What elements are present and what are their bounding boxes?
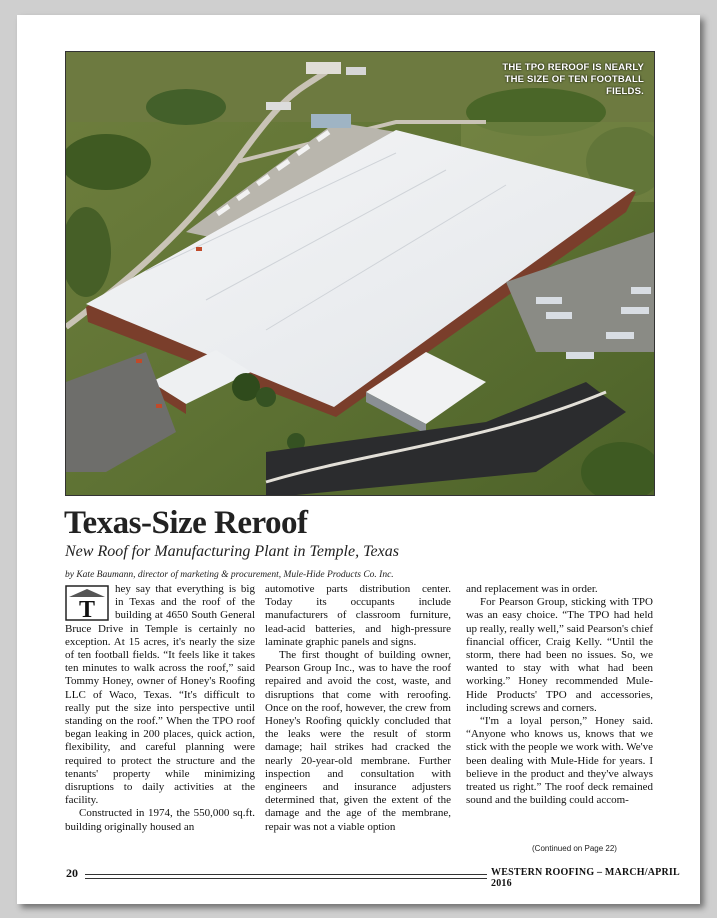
continued-note: (Continued on Page 22): [532, 844, 617, 853]
article-title: Texas-Size Reroof: [64, 505, 308, 541]
paragraph: and replacement was in order.: [466, 583, 598, 595]
text-column-3: [466, 583, 653, 807]
article-subtitle: New Roof for Manufacturing Plant in Temple, Texas: [65, 543, 399, 560]
magazine-page: [17, 15, 700, 904]
paragraph: The first thought of building owner, Pearson Group Inc., was to have the roof repaired and avoid the cost, waste, and disruptions that come with reroofing. Once on the roof, however, the crew from Honey's Roofing quickly concluded that the leaks were the result of storm damage; hail strikes had cracked the nearly 20-year-old membrane. Further inspection and consultation with engineers and insurance adjusters determined that, given the extent of the damage and the age of the membrane, repair was not a viable option: [265, 649, 451, 833]
paragraph: automotive parts distribution center. Today its occupants include manufacturers of classroom furniture, lead-acid batteries, and high-pressure laminate graphic panels and signs.: [265, 583, 451, 648]
text-column-2: [265, 583, 451, 834]
aerial-photo-illustration: [66, 52, 654, 495]
paragraph: “I'm a loyal person,” Honey said. “Anyone who knows us, knows that we stick with the people we work with. We've been dealing with Mule-Hide for years. I believe in the product and they've always treated us right.” The roof deck remained sound and the building could accom-: [466, 715, 653, 807]
page-number: 20: [66, 866, 78, 880]
dropcap-letter: [65, 585, 109, 621]
aerial-photo: [65, 51, 655, 496]
text-column-1: [65, 583, 255, 834]
paragraph: Constructed in 1974, the 550,000 sq.ft. building originally housed an: [65, 807, 255, 833]
article-byline: by Kate Baumann, director of marketing & procurement, Mule-Hide Products Co. Inc.: [65, 570, 394, 580]
footer-rule: [85, 874, 487, 879]
photo-caption: THE TPO REROOF IS NEARLY THE SIZE OF TEN FOOTBALL FIELDS.: [502, 62, 644, 97]
dropcap-text: T: [78, 597, 96, 621]
paragraph: For Pearson Group, sticking with TPO was an easy choice. “The TPO had held up really, really well,” said Pearson's chief financial officer, Craig Kelly. “Until the storm, there had been no issues. So, we wanted to stay with what had been working.” Honey recommended Mule-Hide Products' TPO and accessories, including screws and corners.: [466, 596, 653, 714]
paragraph: hey say that everything is big in Texas and the roof of the building at 4650 South General Bruce Drive in Temple is certainly no exception. At 15 acres, it's nearly the size of ten football fields. “It feels like it takes ten minutes to walk across the roof,” said Tommy Honey, owner of Honey's Roofing LLC of Waco, Texas. “It's difficult to really put the size into perspective until standing on the roof.” When the TPO roof began leaking in 200 places, quick action, flexibility, and careful planning were required to protect the structure and the tenants' property while minimizing disruptions to daily activities at the facility.: [65, 583, 255, 807]
publication-footer: WESTERN ROOFING – MARCH/APRIL 2016: [491, 867, 680, 889]
